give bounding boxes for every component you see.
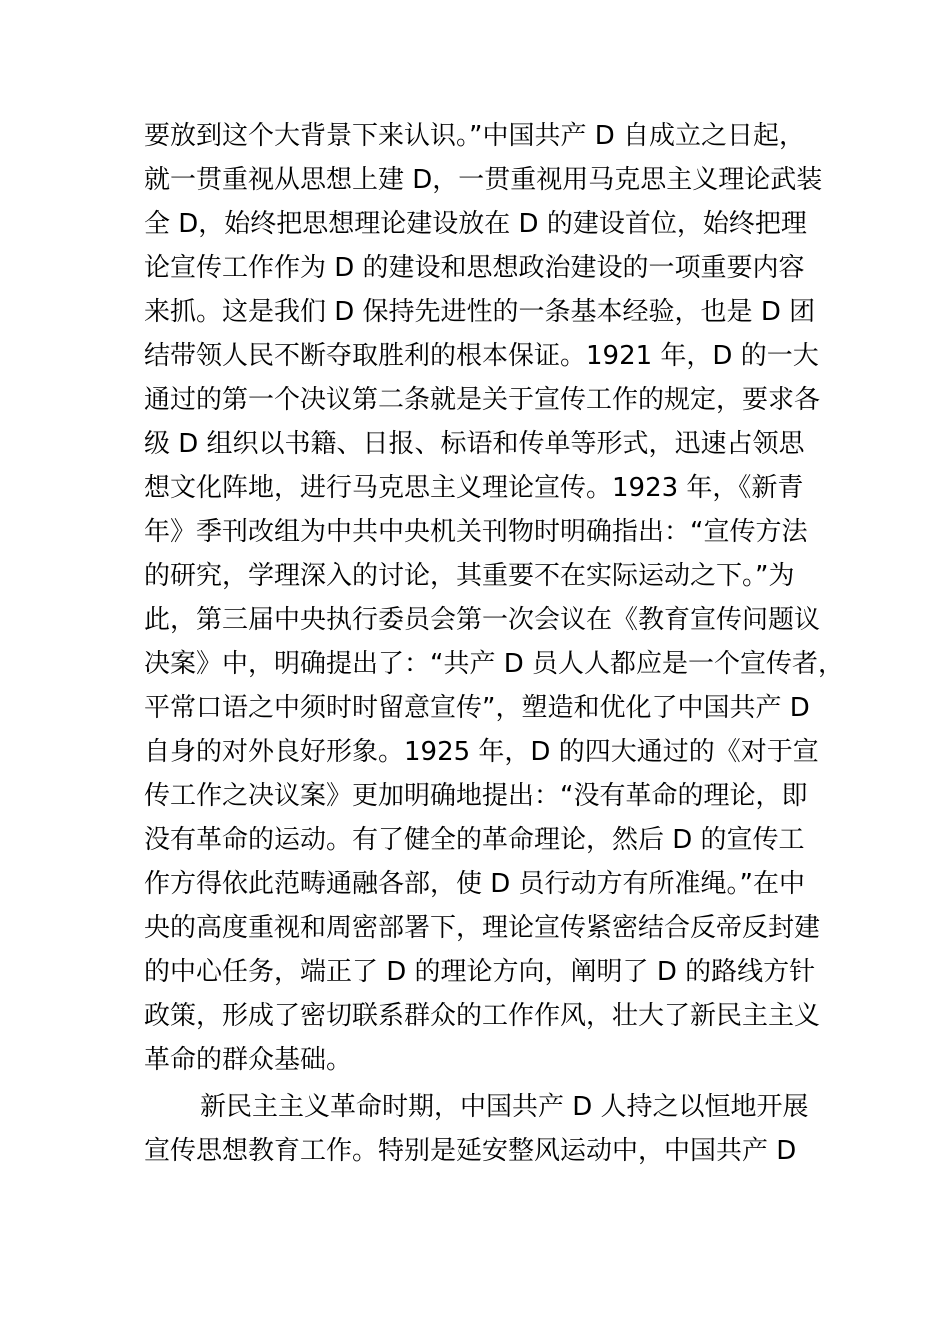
paragraph-2	[144, 1085, 864, 1173]
text-line: 来抓。这是我们 D 保持先进性的一条基本经验，也是 D 团	[144, 297, 816, 327]
text-line: 自身的对外良好形象。1925 年，D 的四大通过的《对于宣	[144, 737, 819, 767]
text-line: 革命的群众基础。	[144, 1045, 353, 1075]
text-line: 作方得依此范畴通融各部，使 D 员行动方有所准绳。”在中	[144, 869, 806, 899]
text-line: 传工作之决议案》更加明确地提出：“没有革命的理论，即	[144, 781, 808, 811]
text-line: 政策，形成了密切联系群众的工作作风，壮大了新民主主义	[144, 1001, 821, 1031]
text-line: 平常口语之中须时时留意宣传”，塑造和优化了中国共产 D	[144, 693, 810, 723]
text-line: 央的高度重视和周密部署下，理论宣传紧密结合反帝反封建	[144, 913, 821, 943]
text-line: 没有革命的运动。有了健全的革命理论，然后 D 的宣传工	[144, 825, 805, 855]
text-line: 要放到这个大背景下来认识。”中国共产 D 自成立之日起，	[144, 121, 806, 151]
text-line: 的中心任务，端正了 D 的理论方向，阐明了 D 的路线方针	[144, 957, 816, 987]
text-line: 全 D，始终把思想理论建设放在 D 的建设首位，始终把理	[144, 209, 807, 239]
text-line: 通过的第一个决议第二条就是关于宣传工作的规定，要求各	[144, 385, 821, 415]
text-line: 新民主主义革命时期，中国共产 D 人持之以恒地开展	[200, 1092, 809, 1122]
text-line: 决案》中，明确提出了：“共产 D 员人人都应是一个宣传者，	[144, 649, 845, 679]
text-line: 就一贯重视从思想上建 D，一贯重视用马克思主义理论武装	[144, 165, 823, 195]
text-line: 此，第三届中央执行委员会第一次会议在《教育宣传问题议	[144, 605, 821, 635]
text-line: 级 D 组织以书籍、日报、标语和传单等形式，迅速占领思	[144, 429, 805, 459]
text-line: 宣传思想教育工作。特别是延安整风运动中，中国共产 D	[144, 1136, 797, 1166]
text-line: 的研究，学理深入的讨论，其重要不在实际运动之下。”为	[144, 561, 795, 591]
paragraph-1	[144, 114, 864, 1082]
text-line: 想文化阵地，进行马克思主义理论宣传。1923 年，《新青	[144, 473, 804, 503]
text-line: 结带领人民不断夺取胜利的根本保证。1921 年，D 的一大	[144, 341, 819, 371]
text-line: 论宣传工作作为 D 的建设和思想政治建设的一项重要内容	[144, 253, 805, 283]
body-text	[144, 114, 864, 1173]
text-line: 年》季刊改组为中共中央机关刊物时明确指出：“宣传方法	[144, 517, 808, 547]
